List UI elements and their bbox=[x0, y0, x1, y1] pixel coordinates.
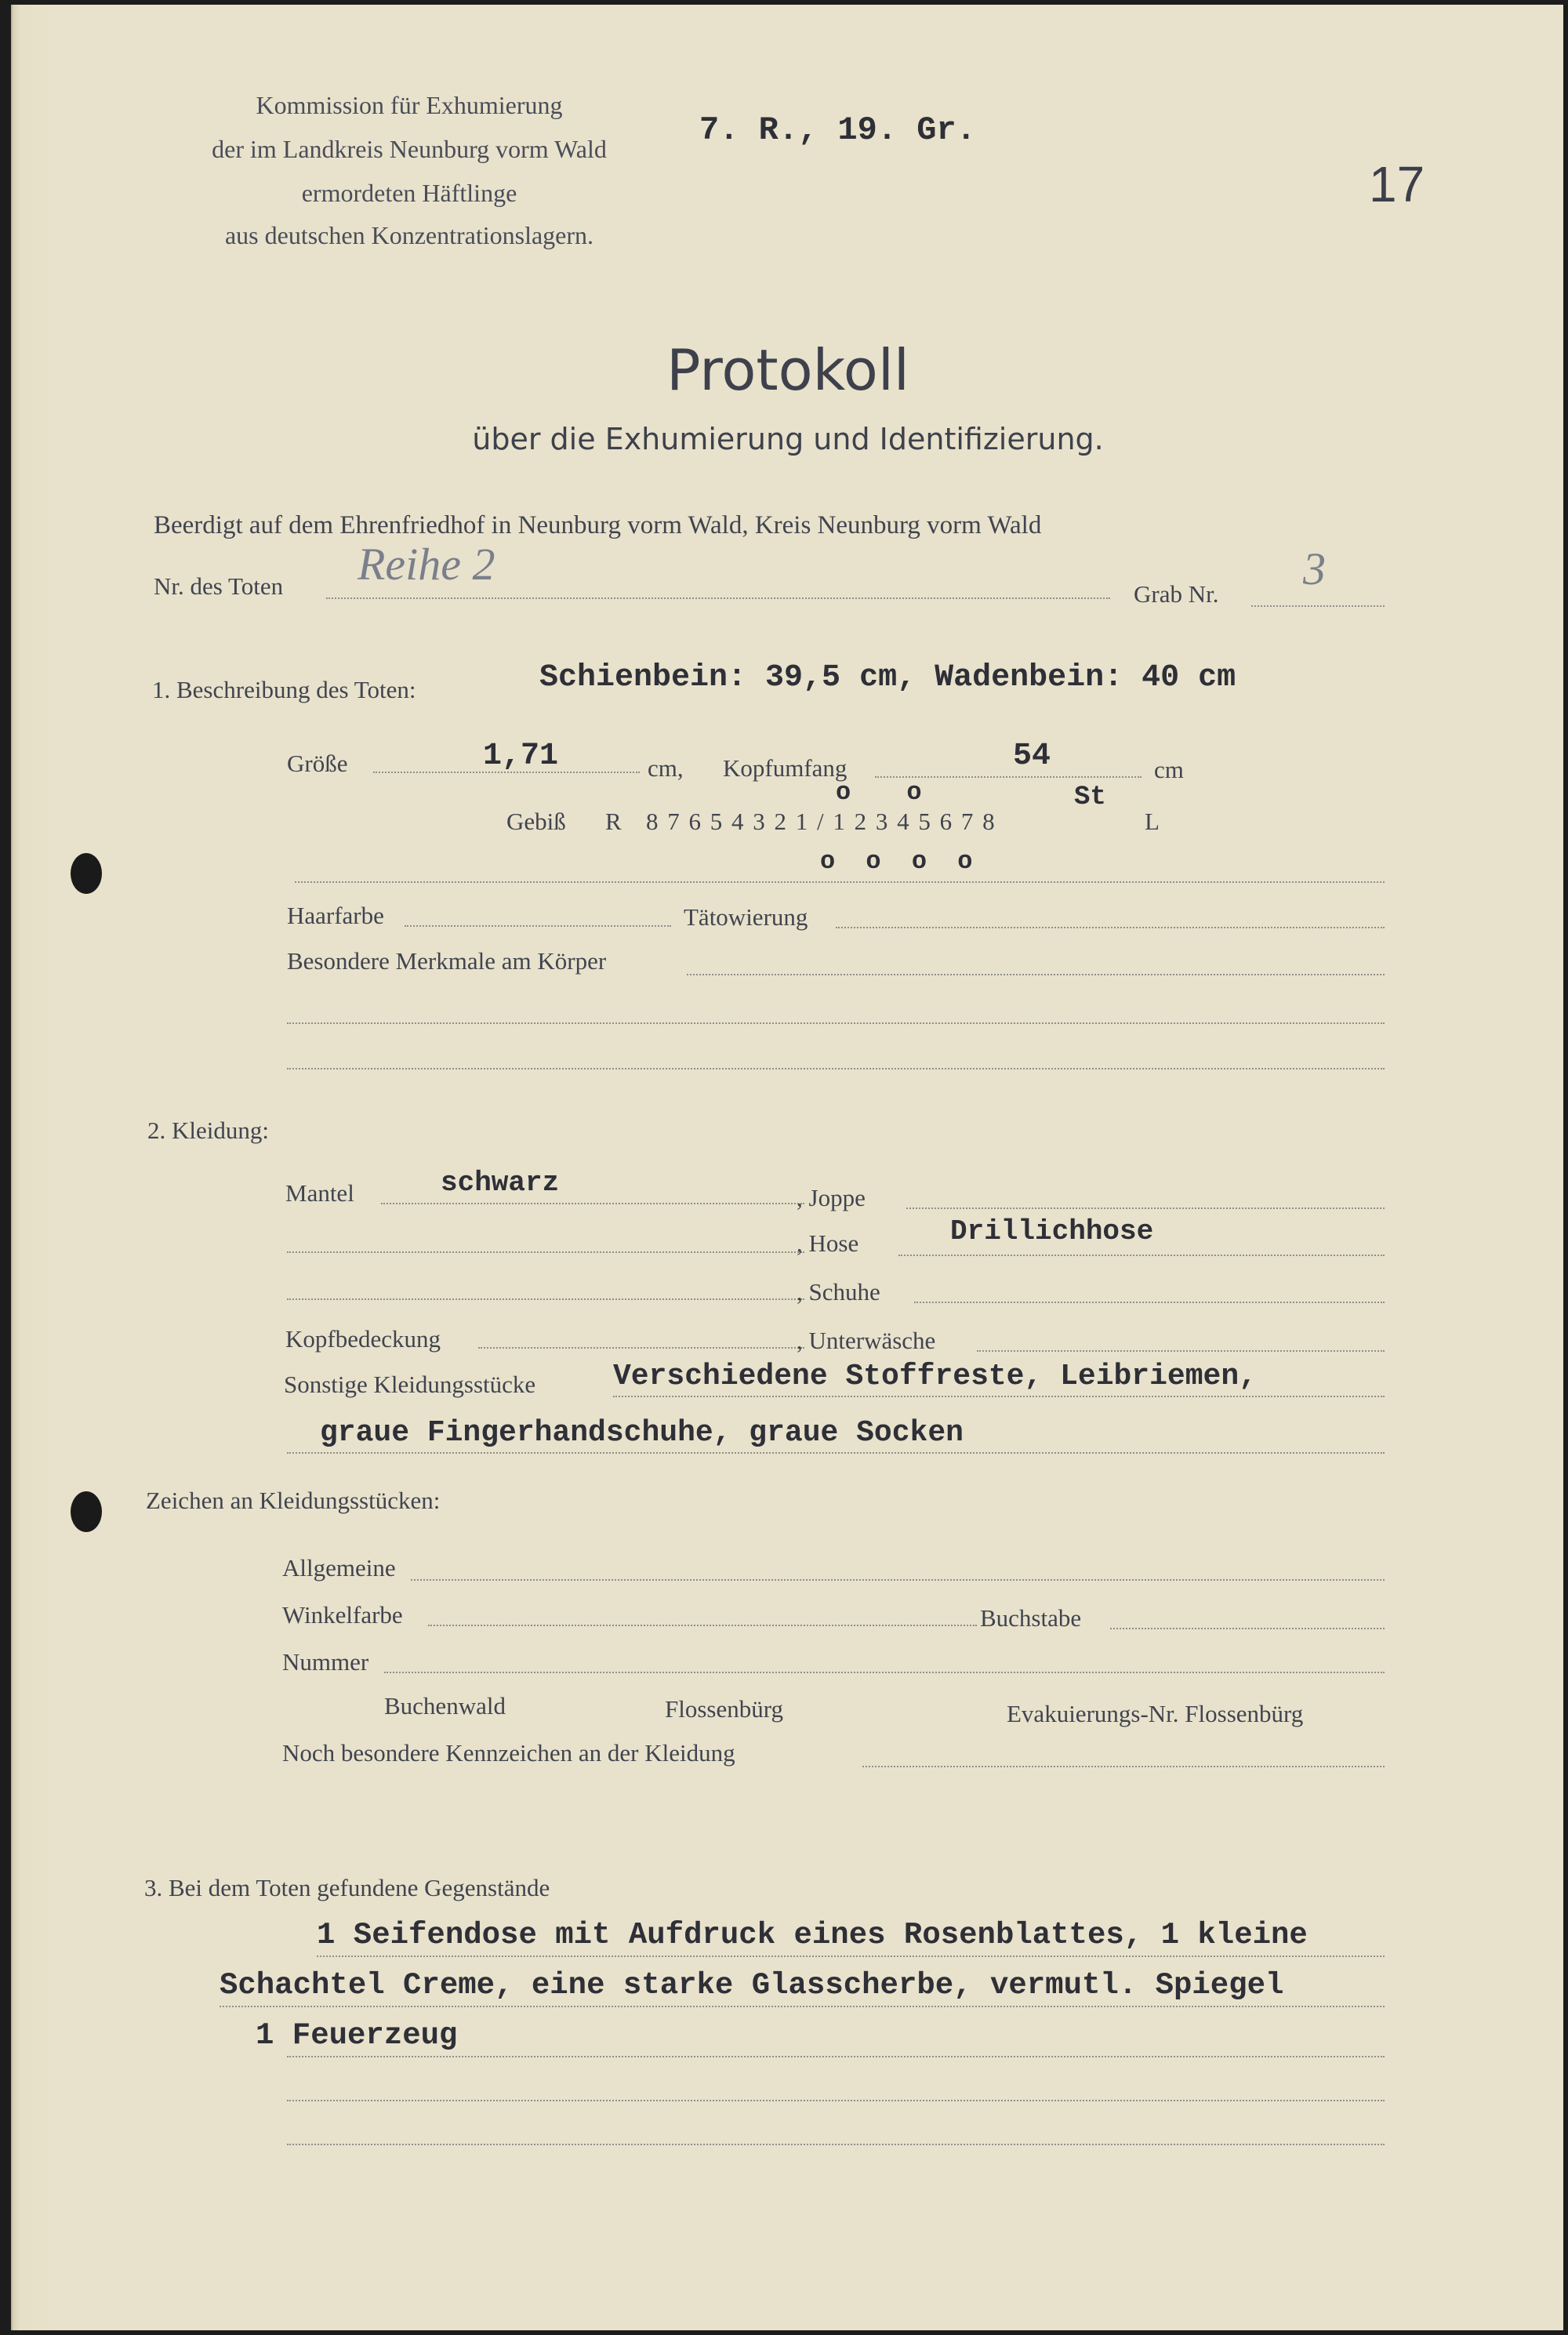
mantel-value: schwarz bbox=[441, 1167, 560, 1199]
winkelfarbe-label: Winkelfarbe bbox=[282, 1601, 403, 1629]
hose-label: , Hose bbox=[797, 1229, 859, 1257]
buchstabe-label: Buchstabe bbox=[980, 1604, 1082, 1632]
nr-toten-value: Reihe 2 bbox=[358, 539, 495, 590]
mantel-line bbox=[381, 1203, 804, 1204]
cm-2: cm bbox=[1154, 756, 1184, 783]
sonstige-value-1: Verschiedene Stoffreste, Leibriemen, bbox=[613, 1360, 1257, 1393]
gegenstaende-rule-4 bbox=[287, 2100, 1385, 2101]
commission-line-3: ermordeten Häftlinge bbox=[301, 179, 517, 207]
section3-label: 3. Bei dem Toten gefundene Gegenstände bbox=[144, 1874, 550, 1901]
mantel-label: Mantel bbox=[285, 1179, 354, 1207]
joppe-line bbox=[906, 1207, 1385, 1209]
page-number: 17 bbox=[1369, 156, 1425, 212]
schuhe-left-line bbox=[287, 1298, 804, 1300]
gegenstaende-rule-2 bbox=[220, 2006, 1385, 2007]
allgemeine-label: Allgemeine bbox=[282, 1554, 396, 1581]
gebiss-label: Gebiß bbox=[506, 808, 566, 835]
commission-line-2: der im Landkreis Neunburg vorm Wald bbox=[212, 135, 607, 163]
gegenstaende-rule-5 bbox=[287, 2144, 1385, 2145]
reference-code: 7. R., 19. Gr. bbox=[699, 111, 976, 149]
haarfarbe-line bbox=[405, 925, 671, 927]
gebiss-r: R bbox=[605, 808, 622, 835]
nummer-label: Nummer bbox=[282, 1648, 369, 1676]
kopfbedeckung-line bbox=[478, 1347, 804, 1349]
taetowierung-label: Tätowierung bbox=[684, 903, 808, 931]
buchenwald-label: Buchenwald bbox=[384, 1692, 506, 1719]
flossenbuerg-label: Flossenbürg bbox=[665, 1695, 784, 1723]
sonstige-line-2 bbox=[287, 1452, 1385, 1454]
section1-label: 1. Beschreibung des Toten: bbox=[152, 676, 416, 703]
merkmale-line-2 bbox=[287, 1022, 1385, 1024]
cm-1: cm, bbox=[648, 754, 684, 782]
groesse-label: Größe bbox=[287, 750, 348, 777]
nummer-line bbox=[384, 1672, 1385, 1673]
schuhe-label: , Schuhe bbox=[797, 1278, 880, 1305]
gegenstaende-line-1: 1 Seifendose mit Aufdruck eines Rosenblattes, 1 kleine bbox=[317, 1918, 1308, 1952]
gebiss-marks-above: o o bbox=[836, 778, 942, 807]
grab-label: Grab Nr. bbox=[1134, 580, 1219, 608]
grab-line bbox=[1251, 605, 1385, 607]
kopfumfang-value: 54 bbox=[1013, 739, 1051, 774]
kopfbedeckung-label: Kopfbedeckung bbox=[285, 1325, 441, 1353]
evakuierung-label: Evakuierungs-Nr. Flossenbürg bbox=[1007, 1700, 1304, 1727]
sonstige-value-2: graue Fingerhandschuhe, graue Socken bbox=[320, 1416, 964, 1450]
grab-value: 3 bbox=[1303, 543, 1326, 594]
taetowierung-line bbox=[836, 927, 1385, 928]
punch-hole-upper bbox=[71, 853, 102, 894]
unterwaesche-line bbox=[977, 1350, 1385, 1352]
gebiss-l: L bbox=[1145, 808, 1160, 835]
kopfumfang-label: Kopfumfang bbox=[723, 754, 848, 782]
gebiss-marks-below: o o o o bbox=[820, 847, 981, 876]
document-page bbox=[11, 5, 1563, 2330]
merkmale-label: Besondere Merkmale am Körper bbox=[287, 947, 607, 975]
hose-left-line bbox=[287, 1251, 804, 1253]
zeichen-label: Zeichen an Kleidungsstücken: bbox=[146, 1487, 441, 1514]
section2-label: 2. Kleidung: bbox=[147, 1117, 269, 1144]
section1-value: Schienbein: 39,5 cm, Wadenbein: 40 cm bbox=[539, 660, 1236, 695]
hose-value: Drillichhose bbox=[950, 1215, 1154, 1247]
nr-toten-label: Nr. des Toten bbox=[154, 572, 284, 600]
gegenstaende-line-3: 1 Feuerzeug bbox=[256, 2018, 458, 2053]
unterwaesche-label: , Unterwäsche bbox=[797, 1327, 936, 1354]
burial-line: Beerdigt auf dem Ehrenfriedhof in Neunburg vorm Wald, Kreis Neunburg vorm Wald bbox=[154, 511, 1042, 539]
buchstabe-line bbox=[1110, 1628, 1385, 1629]
commission-line-4: aus deutschen Konzentrationslagern. bbox=[224, 221, 594, 249]
sonstige-label: Sonstige Kleidungsstücke bbox=[284, 1371, 536, 1398]
haarfarbe-label: Haarfarbe bbox=[287, 902, 384, 929]
hose-line bbox=[898, 1255, 1385, 1256]
gebiss-line bbox=[295, 881, 1385, 883]
noch-kennzeichen-line bbox=[862, 1766, 1385, 1767]
noch-kennzeichen-label: Noch besondere Kennzeichen an der Kleidung bbox=[282, 1739, 735, 1767]
schuhe-line bbox=[914, 1302, 1385, 1303]
gebiss-teeth: 8 7 6 5 4 3 2 1 / 1 2 3 4 5 6 7 8 bbox=[646, 808, 996, 835]
nr-toten-line bbox=[326, 597, 1110, 599]
winkelfarbe-line bbox=[428, 1625, 977, 1626]
merkmale-line-3 bbox=[287, 1068, 1385, 1069]
gegenstaende-line-2: Schachtel Creme, eine starke Glasscherbe, vermutl. Spiegel bbox=[220, 1968, 1284, 2003]
commission-line-1: Kommission für Exhumierung bbox=[256, 91, 563, 119]
joppe-label: , Joppe bbox=[797, 1184, 866, 1211]
gegenstaende-rule-3 bbox=[287, 2056, 1385, 2057]
groesse-value: 1,71 bbox=[483, 739, 559, 774]
page-title: Protokoll bbox=[666, 337, 909, 403]
gebiss-st-mark: St bbox=[1074, 783, 1106, 812]
gegenstaende-rule-1 bbox=[317, 1956, 1385, 1957]
page-subtitle: über die Exhumierung und Identifizierung. bbox=[472, 422, 1104, 456]
merkmale-line bbox=[687, 974, 1385, 975]
punch-hole-lower bbox=[71, 1491, 102, 1532]
sonstige-line-1 bbox=[613, 1396, 1385, 1397]
allgemeine-line bbox=[411, 1579, 1385, 1581]
